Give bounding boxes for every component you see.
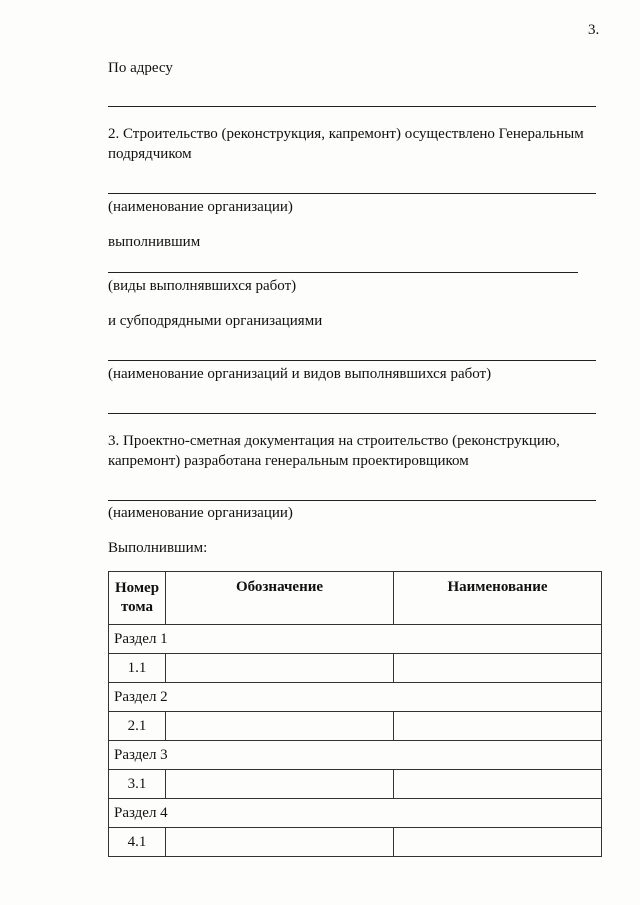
designation-cell	[166, 712, 394, 741]
section3-text-line1: 3. Проектно-сметная документация на строительство (реконструкцию,	[108, 433, 560, 449]
table-row	[109, 712, 602, 741]
address-line	[108, 106, 596, 107]
name-cell	[394, 712, 602, 741]
section-title: Раздел 2	[109, 683, 602, 712]
volume-number: 2.1	[109, 712, 166, 741]
contractor-line	[108, 193, 596, 194]
table-header-row	[109, 572, 602, 625]
table-row	[109, 654, 602, 683]
header-name: Наименование	[394, 572, 602, 625]
subcontractors-line-2	[108, 413, 596, 414]
volumes-table	[108, 571, 602, 857]
performed-label: выполнившим	[108, 234, 201, 250]
section2-text-line1: 2. Строительство (реконструкция, капремонт) осуществлено Генеральным	[108, 126, 584, 142]
subcontractors-label: и субподрядными организациями	[108, 313, 323, 329]
address-label: По адресу	[108, 60, 173, 76]
volume-number: 3.1	[109, 770, 166, 799]
header-volume-number: Номер тома	[109, 572, 166, 625]
works-caption: (виды выполнявшихся работ)	[108, 278, 297, 294]
name-cell	[394, 770, 602, 799]
designation-cell	[166, 828, 394, 857]
page-number: 3.	[588, 22, 600, 38]
section-row	[109, 741, 602, 770]
section-title: Раздел 3	[109, 741, 602, 770]
designation-cell	[166, 654, 394, 683]
section2-text-line2: подрядчиком	[108, 146, 192, 162]
table-row	[109, 828, 602, 857]
designer-caption: (наименование организации)	[108, 505, 293, 521]
designation-cell	[166, 770, 394, 799]
name-cell	[394, 828, 602, 857]
subcontractors-caption: (наименование организаций и видов выполнявшихся работ)	[108, 366, 492, 382]
designer-line	[108, 500, 596, 501]
contractor-caption: (наименование организации)	[108, 199, 293, 215]
section-title: Раздел 1	[109, 625, 602, 654]
section-row	[109, 683, 602, 712]
section3-text-line2: капремонт) разработана генеральным проектировщиком	[108, 453, 469, 469]
table-row	[109, 770, 602, 799]
performed-label-2: Выполнившим:	[108, 540, 208, 556]
section-row	[109, 799, 602, 828]
subcontractors-line	[108, 360, 596, 361]
name-cell	[394, 654, 602, 683]
works-line	[108, 272, 578, 273]
volume-number: 4.1	[109, 828, 166, 857]
section-title: Раздел 4	[109, 799, 602, 828]
section-row	[109, 625, 602, 654]
volume-number: 1.1	[109, 654, 166, 683]
header-designation: Обозначение	[166, 572, 394, 625]
